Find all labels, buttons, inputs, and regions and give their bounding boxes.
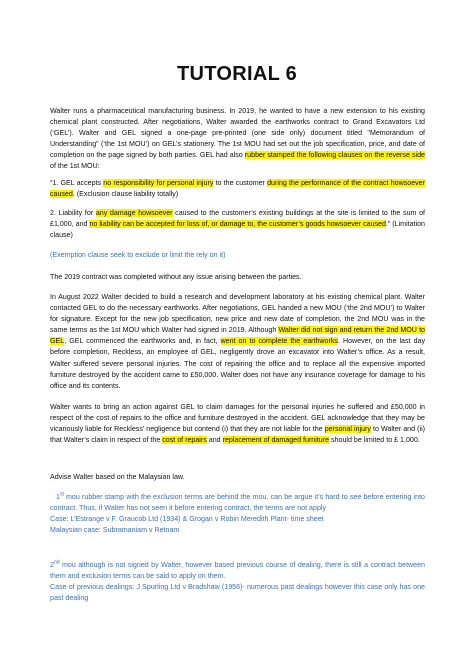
highlight-did-not-sign: Walter did not sign and return the 2nd MOU to GEL: [50, 326, 425, 346]
answer-2-sup: nd: [53, 559, 60, 566]
paragraph-2019-completed: The 2019 contract was completed without any issue arising between the parties.: [50, 273, 302, 281]
answer-1-malaysian-case: Malaysian case: Subramaniam v Retnam: [50, 526, 180, 535]
claim-text-3: and: [206, 436, 223, 445]
clause-1-tail: . (Exclusion clause liability totally): [72, 190, 179, 199]
highlight-no-liability: no liability can be accepted for loss of, or damage to, the customer’s goods howsoever caused: [89, 220, 386, 229]
clause-1: [50, 178, 425, 200]
facts-text-2: , GEL commenced the earthworks and, in fact,: [64, 337, 221, 346]
answer-1-case: Case: L’Estrange v F. Graucob Ltd (1934) & Grogan v Robin Meredith Plant- time sheet: [50, 515, 324, 524]
answer-2-text: [50, 560, 425, 582]
paragraph-2022-facts: [50, 292, 425, 392]
highlight-rubber-stamped: rubber stamped the following clauses on the reverse side: [244, 151, 425, 160]
paragraph-claim: [50, 402, 425, 446]
answer-1-number: 1: [56, 493, 60, 501]
highlight-cost-of-repairs: cost of repairs: [162, 436, 207, 445]
answer-2-body: mou although is not signed by Walter, however based previous course of dealing, there is still a contract between them and exclusion terms can be said to apply on them.: [50, 561, 425, 581]
clause-2-text: 2. Liability for: [50, 209, 96, 217]
clause-1-text-2: to the customer: [213, 179, 268, 187]
answer-1-body: mou rubber stamp with the exclusion terms are behind the mou, can be argue it’s hard to see before entering into contract. Thus, if Walter has not seen it before entering contract, the terms are not apply: [50, 493, 425, 513]
highlight-any-damage: any damage howsoever: [95, 209, 173, 217]
claim-text-2: to Walter and (ii) that Walter’s claim in respect of the: [50, 425, 426, 445]
highlight-personal-injury: personal injury: [324, 425, 371, 434]
answer-second-mou: [50, 560, 425, 604]
answer-first-mou: [50, 492, 425, 536]
answer-2-case: Case of previous dealings: J Spurling Ltd v Bradshaw (1956)- numerous past dealings however this case only has one past dealing: [50, 583, 425, 603]
clause-2-text-2: caused to the customer’s existing buildings at the site is limited to the sum of £1,000, and: [50, 209, 425, 229]
answer-1-text: [50, 492, 425, 514]
clause-2: [50, 208, 425, 241]
page-title: TUTORIAL 6: [176, 63, 298, 85]
intro-text: Walter runs a pharmaceutical manufacturing business. In 2019, he wanted to have a new extension to his existing chemical plant constructed. After negotiations, Walter awarded the earthworks contract to Grand Excavators Ltd (‘GEL’). Walter and GEL signed a one-page pre-printed (one side only) document titled "Memorandum of Understanding" (‘the 1st MOU’) on GEL’s stationery. The 1st MOU had set out the job specification, price, and date of completion on the page signed by both parties. GEL had also: [50, 107, 425, 160]
clause-1-text: “1. GEL accepts: [50, 179, 104, 187]
intro-paragraph: [50, 106, 425, 173]
highlight-during-performance: during the performance of the contract howsoever caused: [50, 179, 425, 199]
claim-tail: should be limited to £ 1,000.: [329, 436, 420, 445]
highlight-replacement-furniture: replacement of damaged furniture: [222, 436, 330, 445]
answer-2-number: 2: [50, 561, 54, 569]
intro-tail: of the 1st MOU:: [50, 162, 100, 171]
answer-1-sup: st: [59, 491, 64, 498]
facts-tail: . However, on the last day before completion, Reckless, an employee of GEL, negligently drove an excavator into Walter’s office. As a result, Walter suffered severe personal injuries. The cost of repairing the office and to replace all the expensive imported furniture destroyed by the accident came to £50,000. Walter does not have any insurance coverage for damage to his office and its contents.: [50, 337, 426, 390]
advise-line: Advise Walter based on the Malaysian law.: [50, 473, 185, 481]
facts-text: In August 2022 Walter decided to build a research and development laboratory at his existing chemical plant. Walter contacted GEL to do the necessary earthworks. After negotiations, GEL handed a new MOU (‘the 2nd MOU’) to Walter for signature. Except for the new job specification, new price and new date of completion, the 2nd MOU was in the same terms as the 1st MOU which Walter had signed in 2019. Although: [50, 293, 425, 335]
claim-text: Walter wants to bring an action against GEL to claim damages for the personal injuries he suffered and £50,000 in respect of the cost of repairs to the office and furniture destroyed in the accident. GEL acknowledge that they may be vicariously liable for Reckless’ negligence but contend (i) that they are not liable for the: [50, 403, 425, 434]
exemption-note: (Exemption clause seek to exclude or limit the rely on it): [50, 251, 226, 259]
highlight-went-on-to-complete: went on to complete the earthworks: [220, 337, 338, 346]
clause-2-tail: .” (Limitation clause): [50, 220, 425, 240]
highlight-no-responsibility: no responsibility for personal injury: [103, 179, 214, 187]
